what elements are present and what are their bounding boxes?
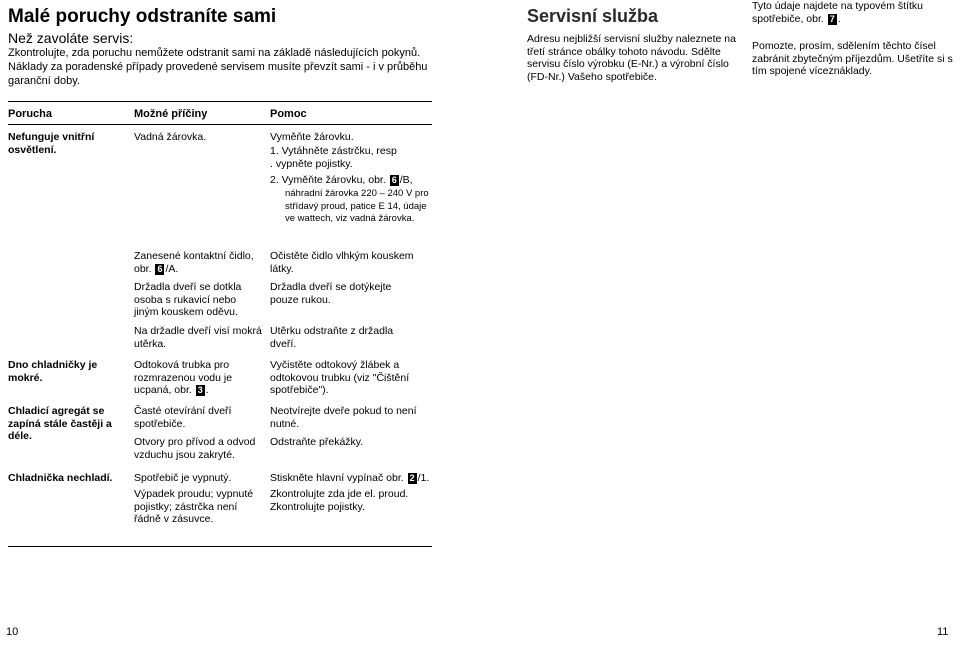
table-rule-header bbox=[8, 124, 432, 125]
help-remove-towel: Utěrku odstraňte z držadla dveří. bbox=[270, 325, 394, 350]
fault-lighting: Nefunguje vnitřní osvětlení. bbox=[8, 131, 95, 156]
figure-ref: 7 bbox=[829, 13, 835, 24]
help-main-switch: Stiskněte hlavní vypínač obr. 2 /1. bbox=[270, 472, 430, 484]
cause-drain-blocked: Odtoková trubka pro rozmrazenou vodu je ucpaná, obr. 3 . bbox=[134, 359, 233, 396]
cause-power-failure: Výpadek proudu; vypnuté pojistky; zástrčka není řádně v zásuvce. bbox=[134, 488, 254, 525]
service-title: Servisní služba bbox=[527, 6, 659, 26]
fault-compressor: Chladicí agregát se zapíná stále častěji a déle. bbox=[8, 405, 112, 442]
help-unplug: 1. Vytáhněte zástrčku, resp . vypněte pojistky. bbox=[270, 145, 397, 170]
fault-not-cooling: Chladnička nechladí. bbox=[8, 472, 113, 484]
help-bulb-spec: náhradní žárovka 220 – 240 V pro střídavý proud, patice E 14, údaje ve wattech, viz vadná žárovka. bbox=[285, 188, 429, 224]
page-subtitle: Než zavoláte servis: bbox=[8, 30, 134, 46]
cause-sensor: Zanesené kontaktní čidlo, obr. 6 /A. bbox=[134, 250, 254, 275]
col-header-help: Pomoc bbox=[270, 108, 307, 120]
help-replace-step: 2. Vyměňte žárovku, obr. 6 /B, bbox=[270, 174, 413, 186]
col-header-fault: Porucha bbox=[8, 108, 53, 120]
figure-ref: 3 bbox=[197, 385, 203, 395]
service-text: Adresu nejbližší servisní služby naleznete na třetí stránce obálky tohoto návodu. Sdělte servisu číslo výrobku (E-Nr.) a výrobní číslo (FD-Nr.) Vašeho spotřebiče. bbox=[527, 33, 736, 83]
help-clean-sensor: Očistěte čidlo vlhkým kouskem látky. bbox=[270, 250, 414, 275]
help-check-power: Zkontrolujte zda jde el. proud. Zkontrolujte pojistky. bbox=[270, 488, 409, 513]
cause-glove: Držadla dveří se dotkla osoba s rukavicí nebo jiným kouskem oděvu. bbox=[134, 281, 242, 318]
col-header-cause: Možné příčiny bbox=[134, 108, 208, 120]
cause-vents-covered: Otvory pro přívod a odvod vzduchu jsou zakryté. bbox=[134, 436, 256, 461]
help-replace-bulb: Vyměňte žárovku. bbox=[270, 131, 354, 143]
cause-towel: Na držadle dveří visí mokrá utěrka. bbox=[134, 325, 262, 350]
figure-ref: 6 bbox=[157, 263, 163, 274]
rating-plate-note: Tyto údaje najdete na typovém štítku spotřebiče, obr. 7 . bbox=[752, 0, 924, 25]
table-rule-bottom bbox=[8, 546, 432, 547]
avoid-visits-note: Pomozte, prosím, sdělením těchto čísel zabránit zbytečným příjezdům. Ušetříte si s tím spojené víceznáklady. bbox=[752, 40, 953, 77]
fault-wet-floor: Dno chladničky je mokré. bbox=[8, 359, 98, 384]
page-number-right: 11 bbox=[937, 626, 949, 638]
cause-bulb: Vadná žárovka. bbox=[134, 131, 207, 143]
help-keep-closed: Neotvírejte dveře pokud to není nutné. bbox=[270, 405, 417, 430]
cause-door-opening: Časté otevírání dveří spotřebiče. bbox=[134, 405, 232, 430]
table-rule-top bbox=[8, 101, 432, 102]
intro-text: Zkontrolujte, zda poruchu nemůžete odstranit sami na základě následujících pokynů. Náklady za poradenské případy provedené servisem musíte převzít sami - i v průběhu garanční doby. bbox=[8, 47, 428, 87]
figure-ref: 6 bbox=[391, 175, 397, 185]
page-number-left: 10 bbox=[6, 626, 19, 638]
page-title: Malé poruchy odstraníte sami bbox=[8, 6, 277, 27]
help-clean-drain: Vyčistěte odtokový žlábek a odtokovou trubku (viz "Čištění spotřebiče"). bbox=[270, 359, 410, 396]
help-remove-obstacles: Odstraňte překážky. bbox=[270, 436, 364, 448]
cause-switched-off: Spotřebič je vypnutý. bbox=[134, 472, 232, 484]
figure-ref: 2 bbox=[409, 473, 415, 483]
help-hands-only: Držadla dveří se dotýkejte pouze rukou. bbox=[270, 281, 392, 306]
